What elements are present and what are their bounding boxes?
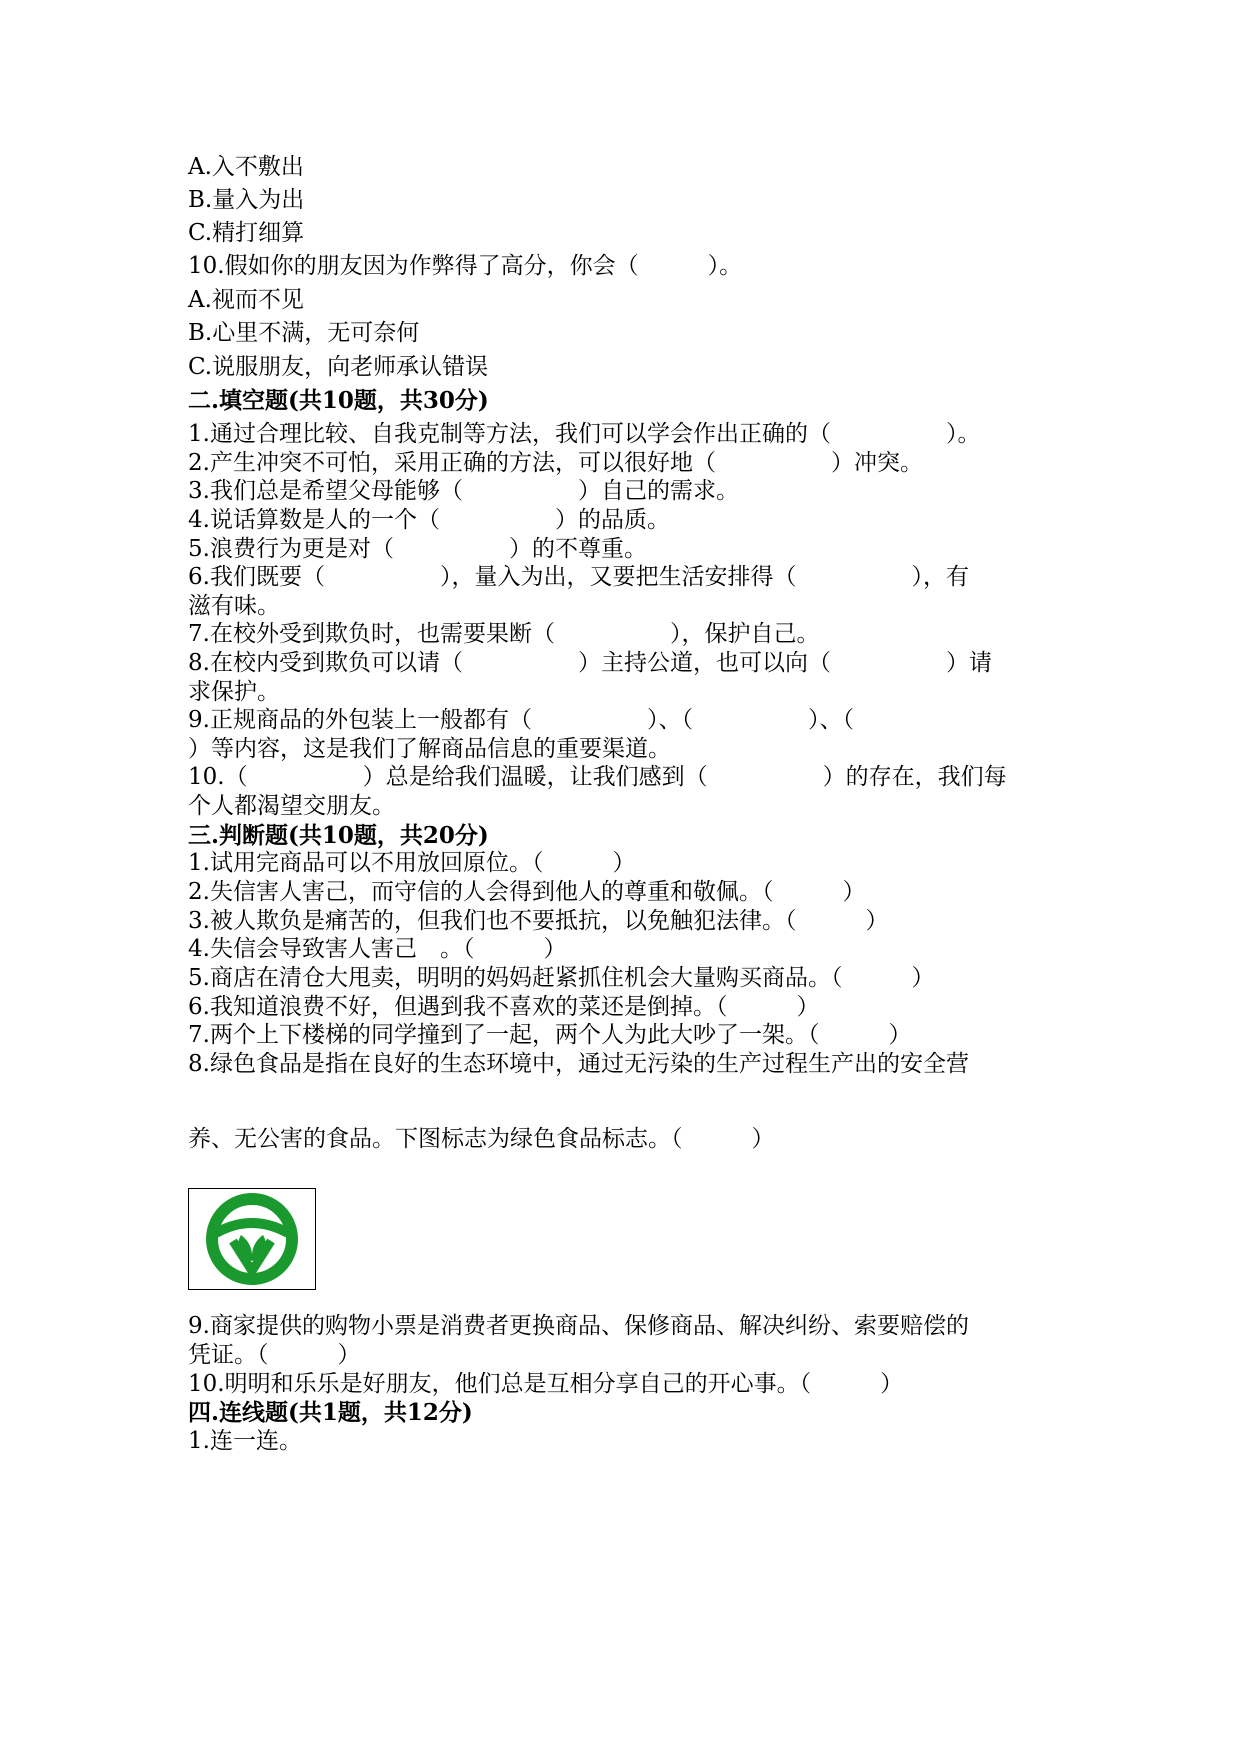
section-heading-true-false: 三.判断题(共10题，共20分): [188, 822, 489, 849]
fill-in-line: ）等内容，这是我们了解商品信息的重要渠道。: [188, 736, 671, 762]
true-false-line: 1.试用完商品可以不用放回原位。（ ）: [188, 850, 636, 876]
true-false-line: 3.被人欺负是痛苦的，但我们也不要抵抗，以免触犯法律。（ ）: [188, 908, 889, 934]
q10-option-c: C.说服朋友，向老师承认错误: [188, 354, 489, 380]
fill-in-line: 8.在校内受到欺负可以请（ ）主持公道，也可以向（ ）请: [188, 650, 992, 676]
matching-line: 1.连一连。: [188, 1428, 302, 1454]
section-heading-fill-in: 二.填空题(共10题，共30分): [188, 387, 489, 414]
true-false-line: 8.绿色食品是指在良好的生态环境中，通过无污染的生产过程生产出的安全营: [188, 1051, 969, 1077]
true-false-line: 10.明明和乐乐是好朋友，他们总是互相分享自己的开心事。（ ）: [188, 1371, 904, 1397]
q10-stem: 10.假如你的朋友因为作弊得了高分，你会（ ）。: [188, 253, 743, 279]
true-false-line: 6.我知道浪费不好，但遇到我不喜欢的菜还是倒掉。（ ）: [188, 994, 820, 1020]
fill-in-line: 6.我们既要（ ），量入为出，又要把生活安排得（ ），有: [188, 564, 969, 590]
q9-option-a: A.入不敷出: [188, 154, 304, 180]
true-false-line: 9.商家提供的购物小票是消费者更换商品、保修商品、解决纠纷、索要赔偿的: [188, 1313, 969, 1339]
true-false-line: 凭证。（ ）: [188, 1342, 361, 1368]
green-food-logo: [188, 1188, 316, 1290]
true-false-line: 4.失信会导致害人害己 。（ ）: [188, 936, 567, 962]
fill-in-line: 5.浪费行为更是对（ ）的不尊重。: [188, 536, 647, 562]
q10-option-a: A.视而不见: [188, 287, 304, 313]
true-false-line: 养、无公害的食品。下图标志为绿色食品标志。（ ）: [188, 1126, 775, 1152]
q10-option-b: B.心里不满，无可奈何: [188, 320, 420, 346]
fill-in-line: 滋有味。: [188, 593, 280, 619]
fill-in-line: 1.通过合理比较、自我克制等方法，我们可以学会作出正确的（ ）。: [188, 421, 981, 447]
fill-in-line: 7.在校外受到欺负时，也需要果断（ ），保护自己。: [188, 621, 820, 647]
true-false-line: 7.两个上下楼梯的同学撞到了一起，两个人为此大吵了一架。（ ）: [188, 1022, 912, 1048]
true-false-line: 2.失信害人害己，而守信的人会得到他人的尊重和敬佩。（ ）: [188, 879, 866, 905]
fill-in-line: 10.（ ）总是给我们温暖，让我们感到（ ）的存在，我们每: [188, 764, 1007, 790]
fill-in-line: 2.产生冲突不可怕，采用正确的方法，可以很好地（ ）冲突。: [188, 450, 923, 476]
fill-in-line: 3.我们总是希望父母能够（ ）自己的需求。: [188, 478, 739, 504]
fill-in-line: 4.说话算数是人的一个（ ）的品质。: [188, 507, 670, 533]
fill-in-line: 9.正规商品的外包装上一般都有（ ）、（ ）、（: [188, 707, 854, 733]
q9-option-b: B.量入为出: [188, 187, 305, 213]
section-heading-matching: 四.连线题(共1题，共12分): [188, 1399, 473, 1426]
fill-in-line: 个人都渴望交朋友。: [188, 793, 395, 819]
q9-option-c: C.精打细算: [188, 220, 305, 246]
green-food-logo-icon: [189, 1189, 315, 1289]
fill-in-line: 求保护。: [188, 679, 280, 705]
true-false-line: 5.商店在清仓大甩卖，明明的妈妈赶紧抓住机会大量购买商品。（ ）: [188, 965, 935, 991]
